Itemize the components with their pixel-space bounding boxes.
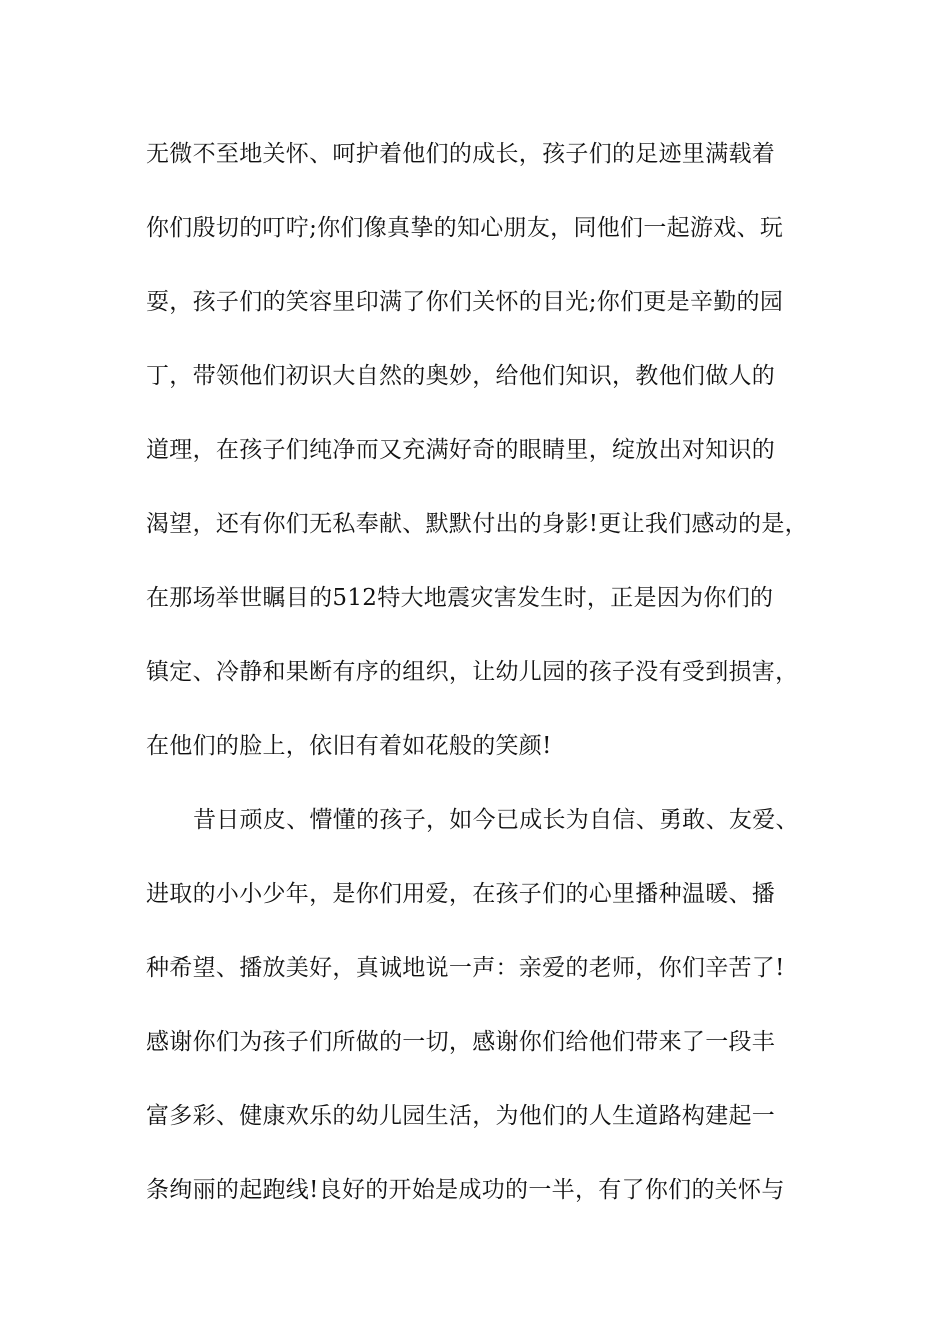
text-line: 在那场举世瞩目的512特大地震灾害发生时，正是因为你们的	[146, 585, 774, 611]
text-line: 镇定、冷静和果断有序的组织，让幼儿园的孩子没有受到损害，	[146, 659, 799, 685]
text-line: 渴望，还有你们无私奉献、默默付出的身影!更让我们感动的是，	[146, 511, 808, 537]
text-line: 丁，带领他们初识大自然的奥妙，给他们知识，教他们做人的	[146, 363, 776, 389]
paragraph-start-line: 昔日顽皮、懵懂的孩子，如今已成长为自信、勇敢、友爱、	[193, 807, 799, 833]
text-line: 耍，孩子们的笑容里印满了你们关怀的目光;你们更是辛勤的园	[146, 289, 784, 315]
text-line: 道理，在孩子们纯净而又充满好奇的眼睛里，绽放出对知识的	[146, 437, 776, 463]
text-line: 条绚丽的起跑线!良好的开始是成功的一半，有了你们的关怀与	[146, 1177, 785, 1203]
text-line: 感谢你们为孩子们所做的一切，感谢你们给他们带来了一段丰	[146, 1029, 776, 1055]
document-body	[146, 128, 846, 1238]
text-line: 你们殷切的叮咛;你们像真挚的知心朋友，同他们一起游戏、玩	[146, 215, 784, 241]
text-line: 在他们的脸上，依旧有着如花般的笑颜!	[146, 733, 552, 759]
text-line: 富多彩、健康欢乐的幼儿园生活，为他们的人生道路构建起一	[146, 1103, 776, 1129]
text-line: 进取的小小少年，是你们用爱，在孩子们的心里播种温暖、播	[146, 881, 776, 907]
text-line: 无微不至地关怀、呵护着他们的成长，孩子们的足迹里满载着	[146, 141, 776, 167]
text-line: 种希望、播放美好，真诚地说一声：亲爱的老师，你们辛苦了!	[146, 955, 785, 981]
